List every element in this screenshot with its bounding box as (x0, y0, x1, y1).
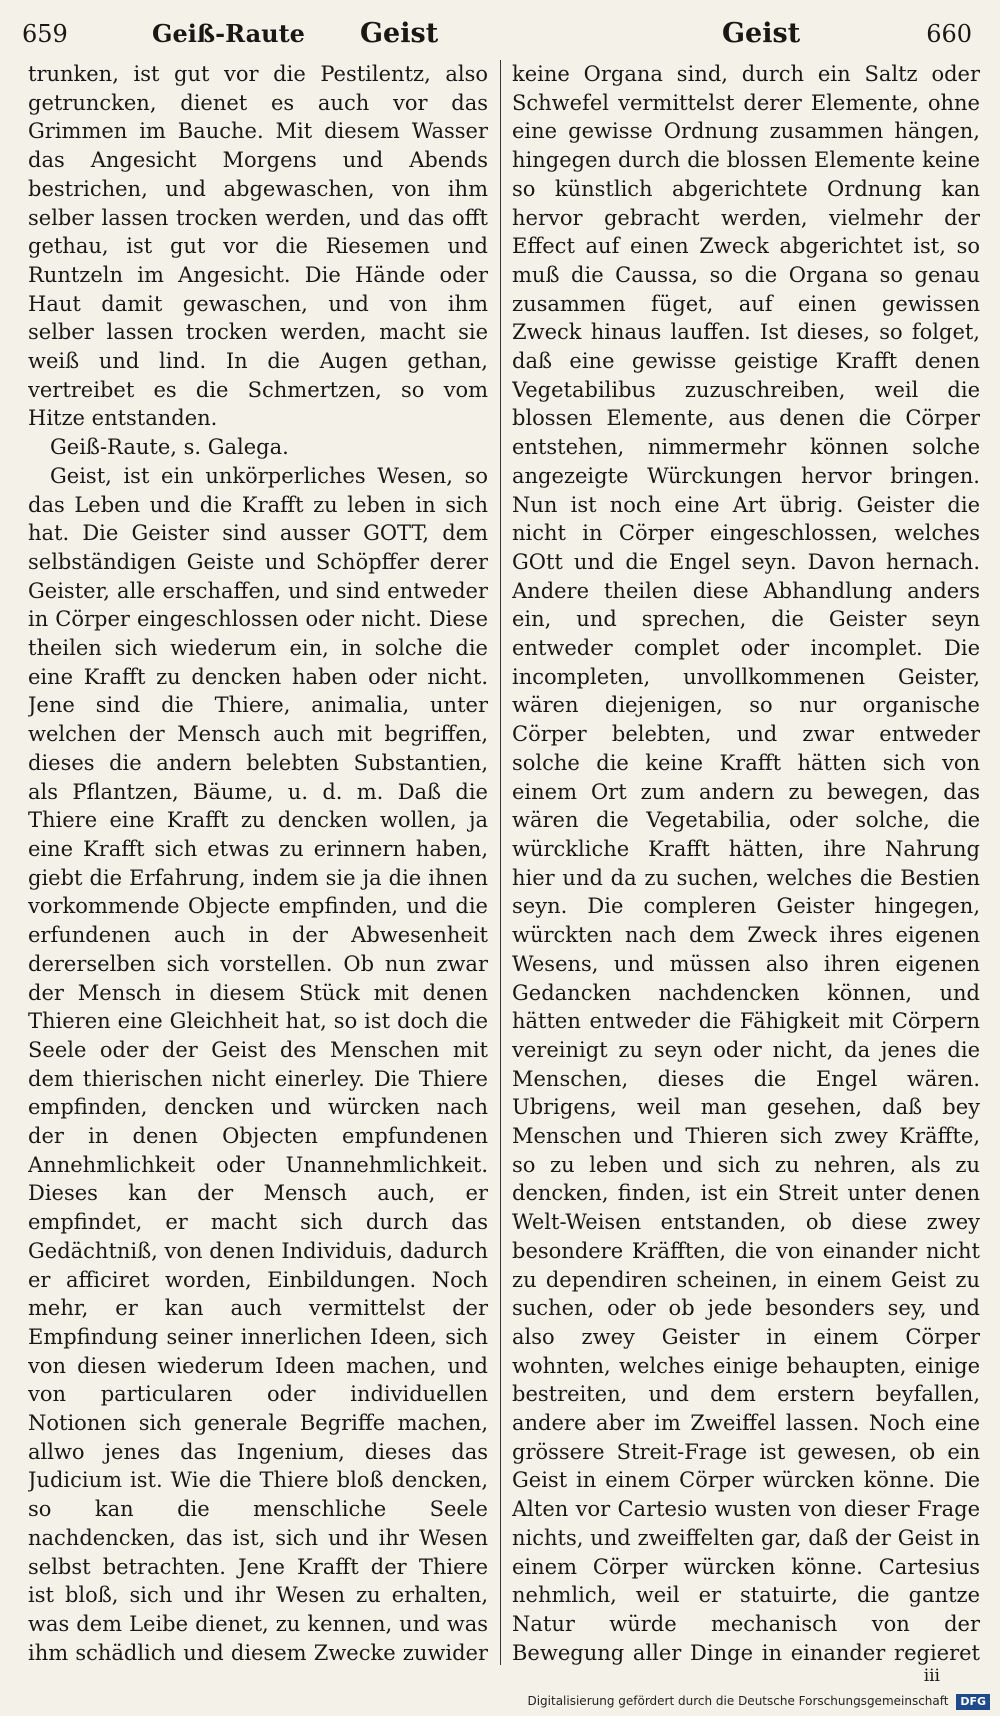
left-paragraph-3: Geist, ist ein unkörperliches Wesen, so das Leben und die Krafft zu leben in sich hat. Die Geister sind ausser GOTT, dem selbständigen Geiste und Schöpffer derer Geister, alle erschaffen, und sind entweder in Cörper eingeschlossen oder nicht. Diese theilen sich wiederum ein, in solche die eine Krafft zu dencken haben oder nicht. Jene sind die Thiere, animalia, unter welchen der Mensch auch mit begriffen, dieses die andern belebten Substantien, als Pflantzen, Bäume, u. d. m. Daß die Thiere eine Krafft zu dencken wollen, ja eine Krafft sich etwas zu erinnern haben, giebt die Erfahrung, indem sie ja die ihnen vorkommende Objecte empfinden, und die erfundenen auch in der Abwesenheit dererselben sich vorstellen. Ob nun zwar der Mensch in diesem Stück mit denen Thieren eine Gleichheit hat, so ist doch die Seele oder der Geist des Menschen mit dem thierischen nicht einerley. Die Thiere empfinden, dencken und würcken nach der in denen Objecten empfundenen Annehmlichkeit oder Unannehmlichkeit. Dieses kan der Mensch auch, er empfindet, er macht sich durch das Gedächtniß, von denen Individuis, dadurch er afficiret worden, Einbildungen. Noch mehr, er kan auch vermittelst der Empfindung seiner innerlichen Ideen, sich von diesen wiederum Ideen machen, und von particularen oder individuellen Notionen sich generale Begriffe machen, allwo jenes das Ingenium, dieses das Judicium ist. Wie die Thiere bloß dencken, so kan die menschliche Seele nachdencken, das ist, sich und ihr Wesen selbst betrachten. Jene Krafft der Thiere ist bloß, sich und ihr Wesen zu erhalten, was dem Leibe dienet, zu kennen, und was ihm schädlich und diesem Zwecke zuwider (28, 463, 488, 1665)
digitization-footer (0, 1690, 990, 1712)
running-header (22, 18, 982, 58)
right-column (512, 60, 980, 1670)
left-catchword: Geiß-Raute (152, 19, 305, 48)
left-running-title: Geist (360, 18, 439, 49)
signature-mark: iii (923, 1666, 940, 1686)
right-page-number: 660 (926, 20, 972, 48)
right-running-title: Geist (722, 18, 801, 49)
left-page-number: 659 (22, 20, 68, 48)
dfg-logo: DFG (956, 1694, 990, 1710)
left-paragraph-2: Geiß-Raute, s. Galega. (50, 435, 289, 460)
left-column (28, 60, 488, 1670)
footer-text: Digitalisierung gefördert durch die Deutsche Forschungsgemeinschaft (527, 1694, 949, 1708)
left-paragraph-1: trunken, ist gut vor die Pestilentz, also getruncken, dienet es auch vor das Grimmen im Bauche. Mit diesem Wasser das Angesicht Morgens und Abends bestrichen, und abgewaschen, von ihm selber lassen trocken werden, und das offt gethau, ist gut vor die Riesemen und Runtzeln im Angesicht. Die Hände oder Haut damit gewaschen, und von ihm selber lassen trocken werden, macht sie weiß und lind. In die Augen gethan, vertreibet es die Schmertzen, so vom Hitze entstanden. (28, 62, 488, 431)
right-paragraph-1: keine Organa sind, durch ein Saltz oder Schwefel vermittelst derer Elemente, ohne eine gewisse Ordnung zusammen hängen, hingegen durch die blossen Elemente keine so künstlich abgerichtete Ordnung kan hervor gebracht werden, vielmehr der Effect auf einen Zweck abgerichtet ist, so muß die Caussa, so die Organa so genau zusammen füget, auf einen gewissen Zweck hinaus lauffen. Ist dieses, so folget, daß eine gewisse geistige Krafft denen Vegetabilibus zuzuschreiben, weil die blossen Elemente, aus denen die Cörper entstehen, nimmermehr können solche angezeigte Würckungen hervor bringen. Nun ist noch eine Art übrig. Geister die nicht in Cörper eingeschlossen, welches GOtt und die Engel seyn. Davon hernach. Andere theilen diese Abhandlung anders ein, und sprechen, die Geister seyn entweder complet oder incomplet. Die incompleten, unvollkommenen Geister, wären diejenigen, so nur organische Cörper belebten, und zwar entweder solche die keine Krafft hätten sich von einem Ort zum andern zu bewegen, das wären die Vegetabilia, oder solche, die würckliche Krafft hätten, ihre Nahrung hier und da zu suchen, welches die Bestien seyn. Die compleren Geister hingegen, würckten nach dem Zweck ihres eigenen Wesens, und müssen also ihren eigenen Gedancken nachdencken können, und hätten entweder die Fähigkeit mit Cörpern vereinigt zu seyn oder nicht, da jenes die Menschen, dieses die Engel wären. Ubrigens, weil man gesehen, daß bey Menschen und Thieren sich zwey Kräffte, so zu leben und sich zu nehren, als zu dencken, finden, ist ein Streit unter denen Welt-Weisen entstanden, ob diese zwey besondere Kräfften, die von einander nicht zu dependiren scheinen, in einem Geist zu suchen, oder ob jede besonders sey, und also zwey Geister in einem Cörper wohnten, welches einige behaupten, einige bestreiten, und dem erstern beyfallen, andere aber im Zweiffel lassen. Noch eine grössere Streit-Frage ist gewesen, ob ein Geist in einem Cörper würcken könne. Die Alten vor Cartesio wusten von dieser Frage nichts, und zweiffelten gar, daß der Geist in einem Cörper würcken könne. Cartesius nehmlich, weil er statuirte, die gantze Natur würde mechanisch von der Bewegung aller Dinge in einander regieret (512, 62, 980, 1665)
column-divider (500, 60, 501, 1665)
